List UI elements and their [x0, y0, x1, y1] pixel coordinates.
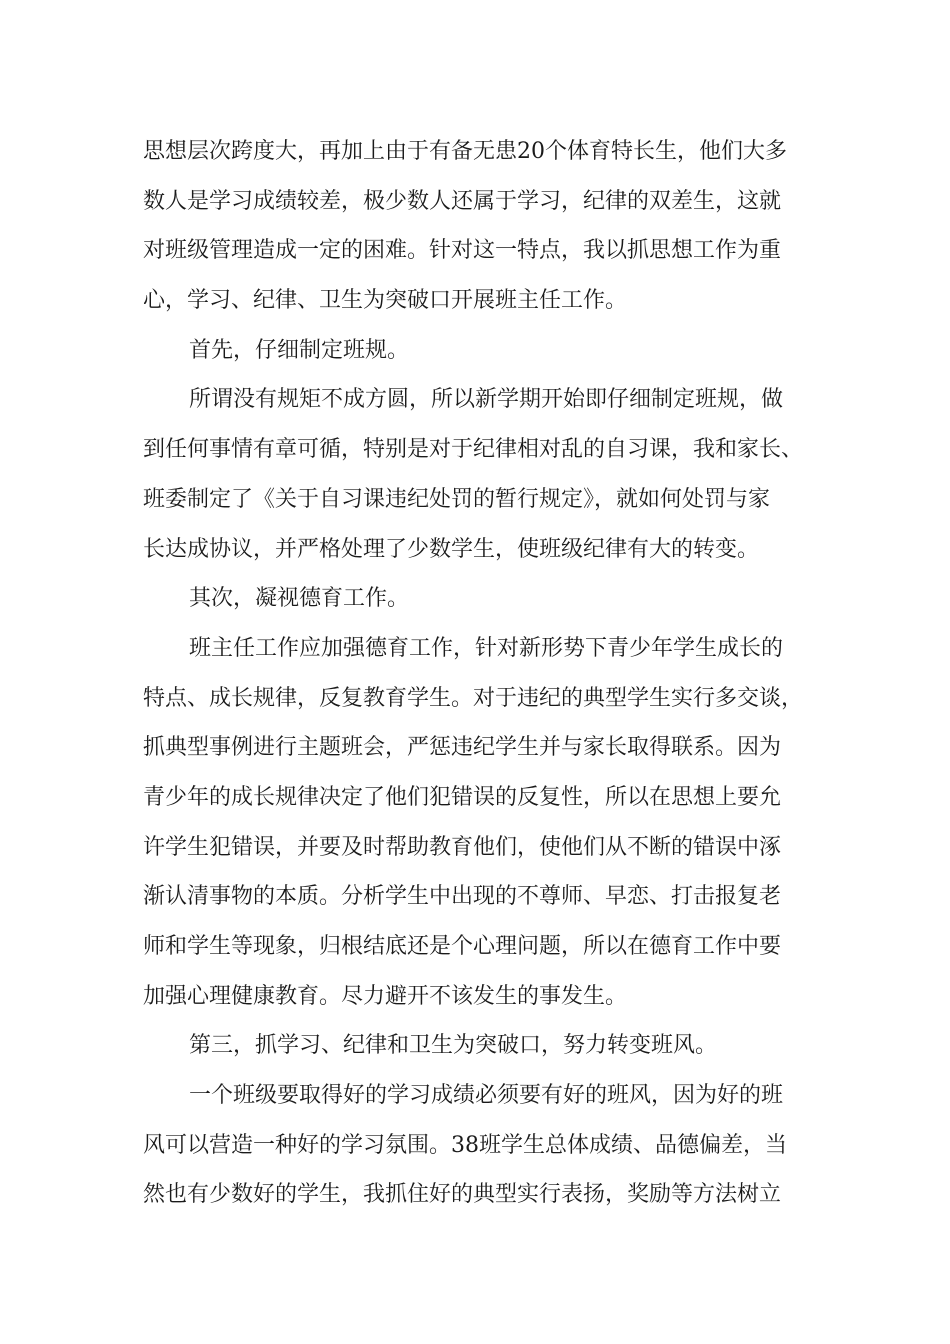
text-line: 班主任工作应加强德育工作，针对新形势下青少年学生成长的 [189, 635, 784, 661]
text-line: 然也有少数好的学生，我抓住好的典型实行表扬，奖励等方法树立 [143, 1182, 782, 1208]
text-line: 心，学习、纪律、卫生为突破口开展班主任工作。 [143, 288, 628, 314]
text-line: 班委制定了《关于自习课违纪处罚的暂行规定》，就如何处罚与家 [143, 486, 771, 512]
text-line: 特点、成长规律，反复教育学生。对于违纪的典型学生实行多交谈， [143, 685, 804, 711]
text-line: 一个班级要取得好的学习成绩必须要有好的班风，因为好的班 [189, 1083, 784, 1109]
text-line: 渐认清事物的本质。分析学生中出现的不尊师、早恋、打击报复老 [143, 884, 782, 910]
section-heading: 第三，抓学习、纪律和卫生为突破口，努力转变班风。 [189, 1033, 718, 1059]
text-line: 思想层次跨度大，再加上由于有备无患20个体育特长生，他们大多 [143, 139, 787, 164]
text-line: 师和学生等现象，归根结底还是个心理问题，所以在德育工作中要 [143, 934, 782, 959]
text-line: 许学生犯错误，并要及时帮助教育他们，使他们从不断的错误中涿 [143, 834, 782, 860]
text-line: 对班级管理造成一定的困难。针对这一特点，我以抓思想工作为重 [143, 238, 782, 264]
text-line: 风可以营造一种好的学习氛围。38班学生总体成绩、品德偏差，当 [143, 1132, 787, 1158]
text-line: 所谓没有规矩不成方圆，所以新学期开始即仔细制定班规，做 [189, 387, 784, 413]
text-line: 加强心理健康教育。尽力避开不该发生的事发生。 [143, 983, 628, 1009]
section-heading: 其次，凝视德育工作。 [189, 586, 410, 612]
text-line: 数人是学习成绩较差，极少数人还属于学习，纪律的双差生，这就 [143, 188, 782, 214]
text-line: 到任何事情有章可循，特别是对于纪律相对乱的自习课，我和家长、 [143, 437, 804, 463]
body-text [143, 127, 843, 1220]
section-heading: 首先，仔细制定班规。 [189, 337, 410, 363]
text-line: 抓典型事例进行主题班会，严惩违纪学生并与家长取得联系。因为 [143, 735, 782, 761]
text-line: 青少年的成长规律决定了他们犯错误的反复性，所以在思想上要允 [143, 784, 782, 810]
text-line: 长达成协议，并严格处理了少数学生，使班级纪律有大的转变。 [143, 536, 760, 562]
